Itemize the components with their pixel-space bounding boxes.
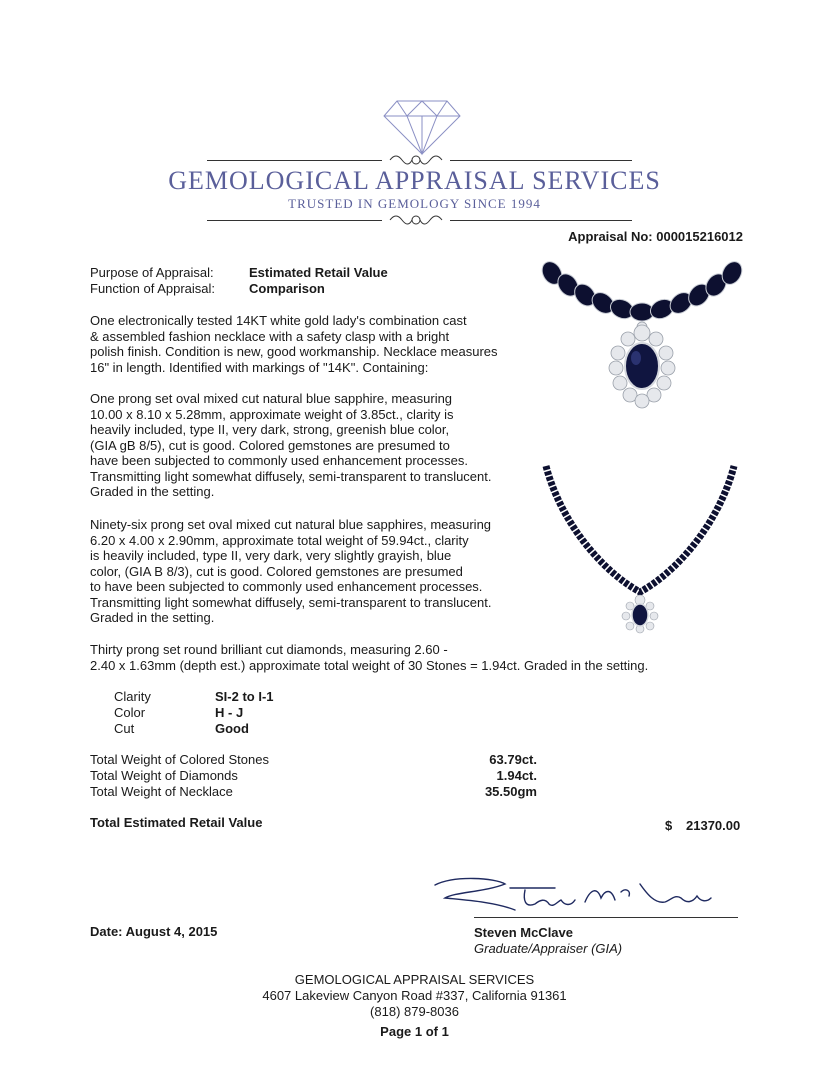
diamond-logo-icon [382,96,462,156]
color-label: Color [114,705,146,720]
cut-value: Good [215,721,249,736]
total-colored-value: 63.79ct. [489,752,537,767]
total-diamonds-label: Total Weight of Diamonds [90,768,238,783]
text-line: Graded in the setting. [90,484,215,499]
text-line: Transmitting light somewhat diffusely, semi-transparent to translucent. [90,468,492,484]
function-label: Function of Appraisal: [90,281,216,296]
text-line: 16" in length. Identified with markings of "14K". Containing: [90,359,429,375]
signature-image [425,870,725,920]
text-line: Graded in the setting. [90,610,215,625]
purpose-label: Purpose of Appraisal: [90,265,214,280]
text-line: 10.00 x 8.10 x 5.28mm, approximate weight of 3.85ct., clarity is [90,406,454,422]
appraiser-name: Steven McClave [474,925,573,940]
ornament-icon [386,210,446,230]
necklace-closeup-photo [538,255,748,415]
necklace-full-photo [540,460,740,635]
color-value: H - J [215,705,244,720]
total-necklace-value: 35.50gm [484,784,537,799]
cut-label: Cut [114,721,135,736]
purpose-value: Estimated Retail Value [249,265,388,280]
text-line: have been subjected to commonly used enhancement processes. [90,453,468,468]
center-stone-paragraph [90,391,492,500]
text-line: to have been subjected to commonly used enhancement processes. [90,579,483,594]
text-line: Transmitting light somewhat diffusely, semi-transparent to translucent. [90,594,492,610]
footer-company: GEMOLOGICAL APPRAISAL SERVICES [294,972,535,987]
total-necklace-label: Total Weight of Necklace [90,784,233,799]
text-line: is heavily included, type II, very dark, very slightly grayish, blue [90,548,452,563]
text-line: One electronically tested 14KT white gold lady's combination cast [90,313,467,328]
appraisal-date: Date: August 4, 2015 [90,924,218,939]
text-line: Thirty prong set round brilliant cut diamonds, measuring 2.60 - [90,642,448,657]
footer-address: 4607 Lakeview Canyon Road #337, California 91361 [262,988,567,1003]
sapphires-paragraph [90,517,492,626]
clarity-value: SI-2 to I-1 [215,689,274,704]
text-line: One prong set oval mixed cut natural blue sapphire, measuring [90,391,453,406]
total-colored-label: Total Weight of Colored Stones [90,752,269,767]
appraiser-title: Graduate/Appraiser (GIA) [474,941,623,956]
function-value: Comparison [249,281,325,296]
text-line: (GIA gB 8/5), cut is good. Colored gemstones are presumed to [90,437,450,453]
company-name: GEMOLOGICAL APPRAISAL SERVICES [168,166,661,195]
currency-symbol: $ [665,818,673,833]
text-line: & assembled fashion necklace with a safety clasp with a bright [90,328,450,344]
page-number: Page 1 of 1 [380,1024,449,1039]
footer-phone: (818) 879-8036 [370,1004,459,1019]
retail-value-amount: 21370.00 [686,818,741,833]
text-line: 2.40 x 1.63mm (depth est.) approximate total weight of 30 Stones = 1.94ct. Graded in the setting. [90,657,649,673]
text-line: polish finish. Condition is new, good workmanship. Necklace measures [90,344,498,359]
clarity-label: Clarity [114,689,151,704]
text-line: Ninety-six prong set oval mixed cut natural blue sapphires, measuring [90,517,492,532]
appraisal-number: Appraisal No: 000015216012 [568,229,743,244]
retail-value-label: Total Estimated Retail Value [90,815,263,830]
text-line: heavily included, type II, very dark, strong, greenish blue color, [90,422,450,437]
diamonds-paragraph [90,642,648,673]
text-line: 6.20 x 4.00 x 2.90mm, approximate total weight of 59.94ct., clarity [90,532,469,548]
text-line: color, (GIA B 8/3), cut is good. Colored gemstones are presumed [90,563,463,579]
total-diamonds-value: 1.94ct. [496,768,537,783]
description-paragraph [90,313,498,375]
company-tagline: TRUSTED IN GEMOLOGY SINCE 1994 [288,196,541,211]
